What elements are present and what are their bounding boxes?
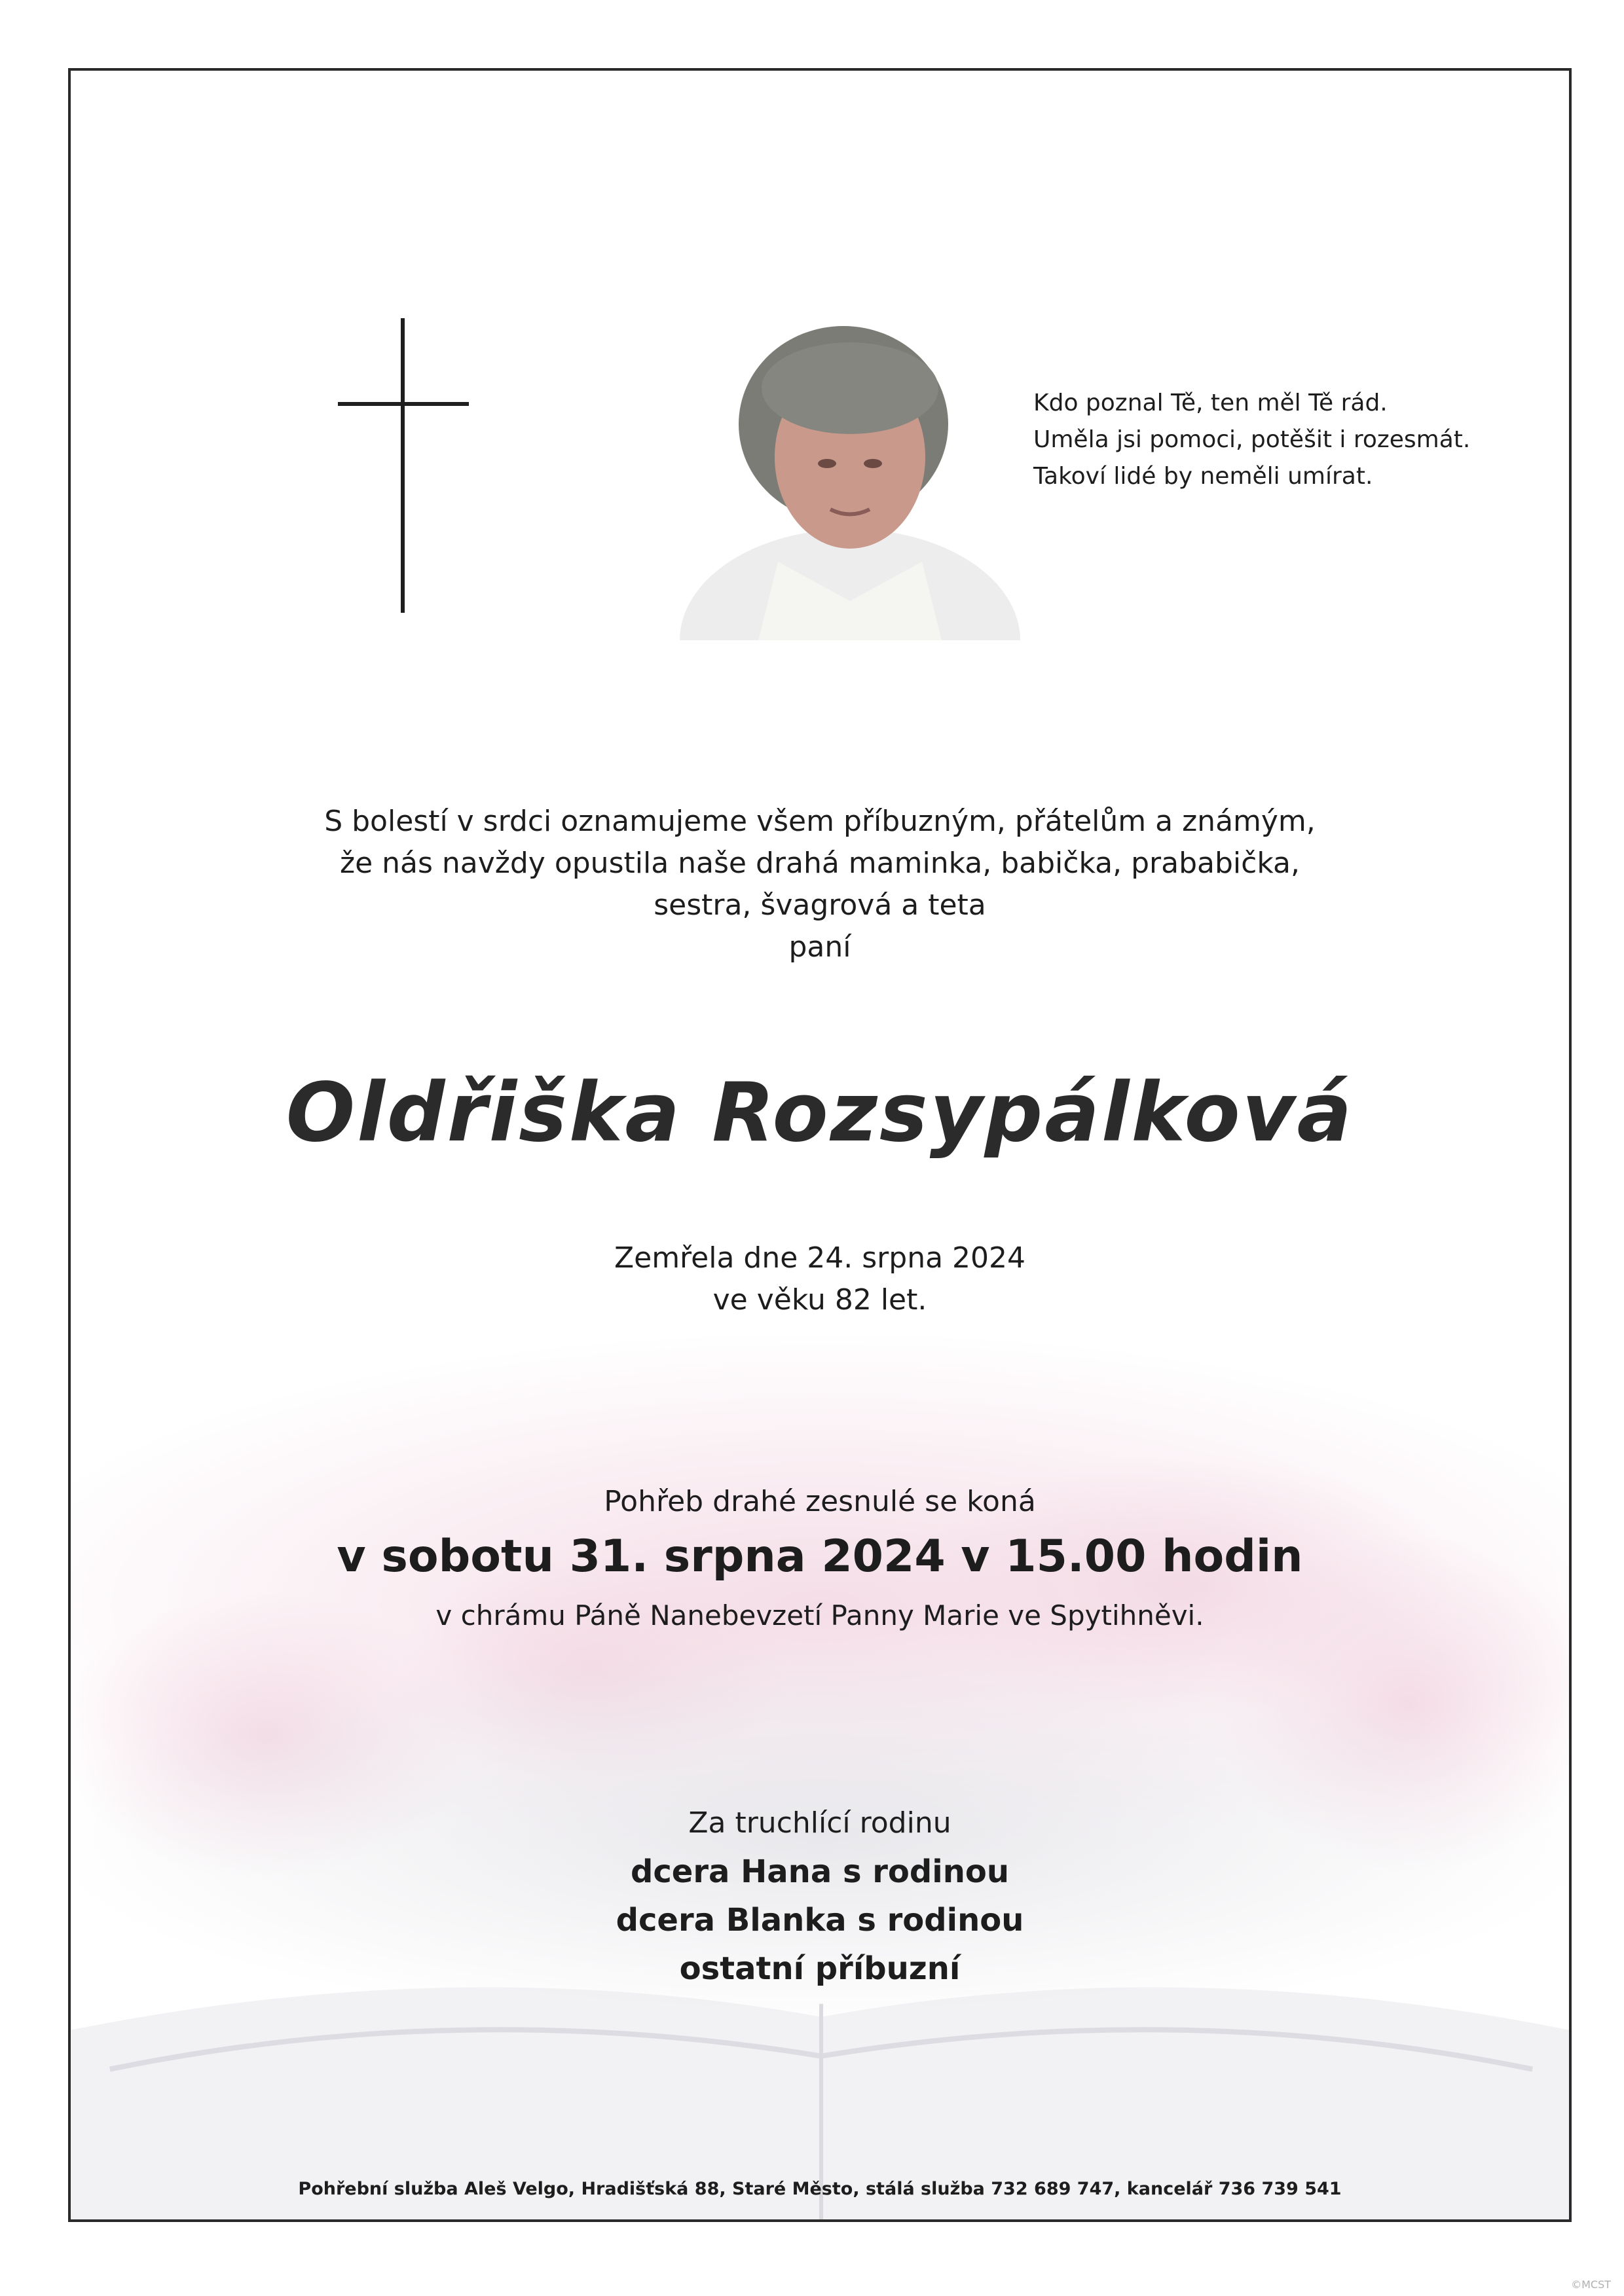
motto-line: Kdo poznal Tě, ten měl Tě rád. [1033,390,1388,416]
funeral-place: v chrámu Páně Nanebevzetí Panny Marie ve Spytihněvi. [435,1599,1204,1631]
death-age: ve věku 82 let. [712,1283,927,1317]
funeral-lead: Pohřeb drahé zesnulé se koná [604,1485,1036,1518]
announcement-line: S bolestí v srdci oznamujeme všem příbuzným, přátelům a známým, [324,805,1316,838]
announcement-text [71,801,1569,968]
announcement-line: sestra, švagrová a teta [654,888,986,922]
motto [1033,385,1531,495]
mourners [71,1799,1569,1993]
funeral-service-footer: Pohřební služba Aleš Velgo, Hradišťská 88, Staré Město, stálá služba 732 689 747, kancelář 736 739 541 [298,2179,1342,2199]
motto-line: Takoví lidé by neměli umírat. [1033,463,1373,490]
deceased-name: Oldřiška Rozsypálková [286,1066,1354,1160]
mourner-line: dcera Hana s rodinou [630,1853,1010,1890]
death-date: Zemřela dne 24. srpna 2024 [614,1241,1026,1275]
mourners-lead: Za truchlící rodinu [688,1806,951,1840]
mourner-line: dcera Blanka s rodinou [616,1902,1024,1939]
portrait-photo [680,274,1020,640]
cross-icon [338,318,469,613]
death-info [71,1237,1569,1321]
watermark: ©MCST [1571,2278,1611,2291]
funeral-datetime: v sobotu 31. srpna 2024 v 15.00 hodin [337,1531,1303,1582]
obituary-frame [68,68,1572,2222]
announcement-line: paní [788,930,851,964]
mourner-line: ostatní příbuzní [679,1950,961,1987]
announcement-line: že nás navždy opustila naše drahá maminka, babička, prababička, [339,847,1300,880]
motto-line: Uměla jsi pomoci, potěšit i rozesmát. [1033,426,1471,453]
